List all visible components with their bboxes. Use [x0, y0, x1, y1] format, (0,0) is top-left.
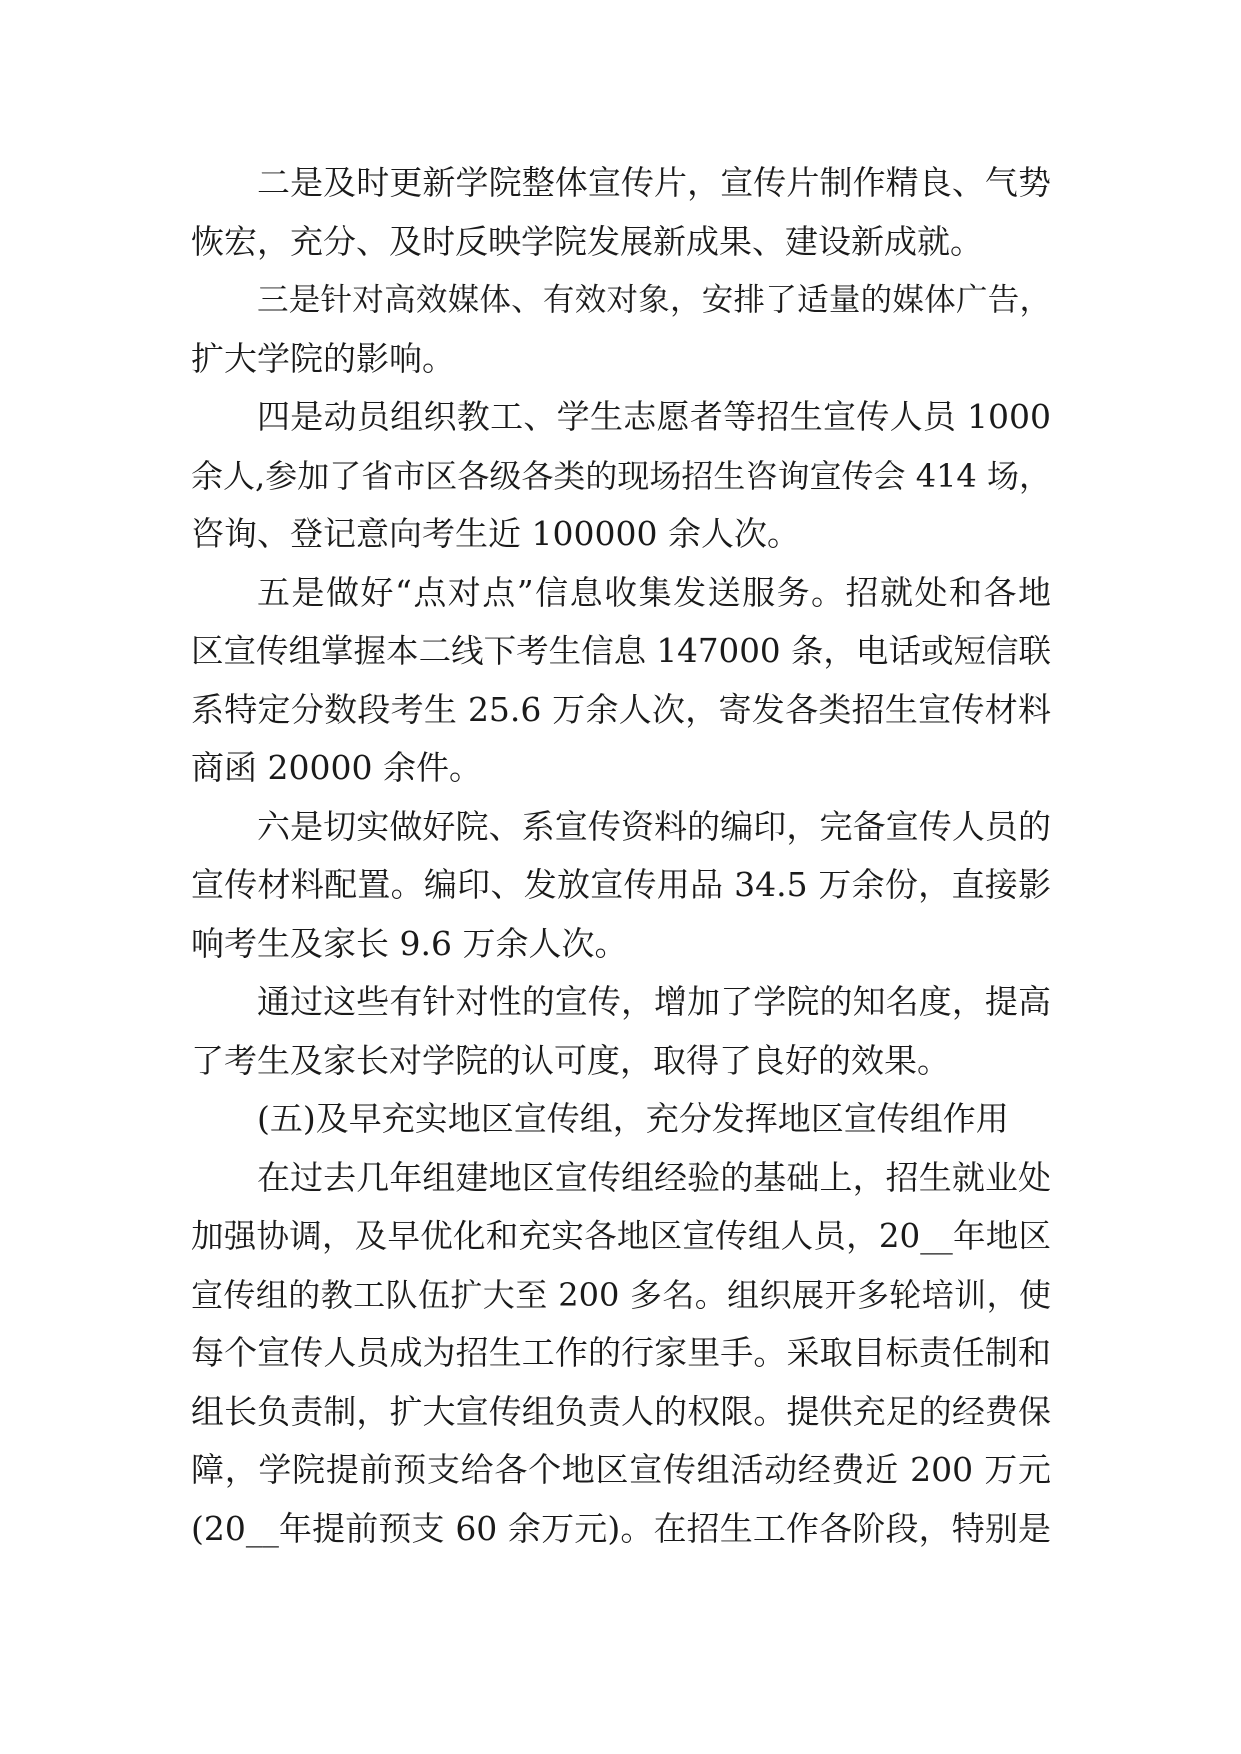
- text-line: 商函 20000 余件。: [191, 748, 482, 787]
- text-line: 组长负责制，扩大宣传组负责人的权限。提供充足的经费保: [191, 1391, 1051, 1431]
- text-line: 了考生及家长对学院的认可度，取得了良好的效果。: [191, 1040, 950, 1080]
- text-line: 障，学院提前预支给各个地区宣传组活动经费近 200 万元: [191, 1450, 1051, 1489]
- text-line: (20__年提前预支 60 余万元)。在招生工作各阶段，特别是: [191, 1508, 1051, 1548]
- text-line: 六是切实做好院、系宣传资料的编印，完备宣传人员的: [257, 806, 1051, 846]
- text-line: 四是动员组织教工、学生志愿者等招生宣传人员 1000: [257, 397, 1051, 436]
- text-line: 三是针对高效媒体、有效对象，安排了适量的媒体广告，: [257, 282, 1051, 318]
- text-line: 区宣传组掌握本二线下考生信息 147000 条，电话或短信联: [191, 632, 1051, 670]
- text-line: 扩大学院的影响。: [191, 338, 455, 378]
- text-line: 通过这些有针对性的宣传，增加了学院的知名度，提高: [257, 982, 1051, 1021]
- text-line: 五是做好“点对点”信息收集发送服务。招就处和各地: [257, 572, 1051, 612]
- text-line: 余人,参加了省市区各级各类的现场招生咨询宣传会 414 场，: [191, 456, 1051, 495]
- text-line: 响考生及家长 9.6 万余人次。: [191, 923, 628, 963]
- text-line: 恢宏，充分、及时反映学院发展新成果、建设新成就。: [191, 221, 983, 261]
- document-body: [191, 154, 1051, 1558]
- section-heading: (五)及早充实地区宣传组，充分发挥地区宣传组作用: [257, 1099, 1009, 1138]
- text-line: 系特定分数段考生 25.6 万余人次，寄发各类招生宣传材料: [191, 689, 1051, 729]
- text-line: 咨询、登记意向考生近 100000 余人次。: [191, 514, 800, 553]
- text-line: 在过去几年组建地区宣传组经验的基础上，招生就业处: [257, 1157, 1051, 1197]
- text-line: 二是及时更新学院整体宣传片，宣传片制作精良、气势: [257, 163, 1051, 202]
- text-line: 每个宣传人员成为招生工作的行家里手。采取目标责任制和: [191, 1333, 1051, 1372]
- text-line: 加强协调，及早优化和充实各地区宣传组人员，20__年地区: [191, 1217, 1051, 1255]
- text-line: 宣传材料配置。编印、发放宣传用品 34.5 万余份，直接影: [191, 865, 1051, 904]
- text-line: 宣传组的教工队伍扩大至 200 多名。组织展开多轮培训，使: [191, 1275, 1051, 1314]
